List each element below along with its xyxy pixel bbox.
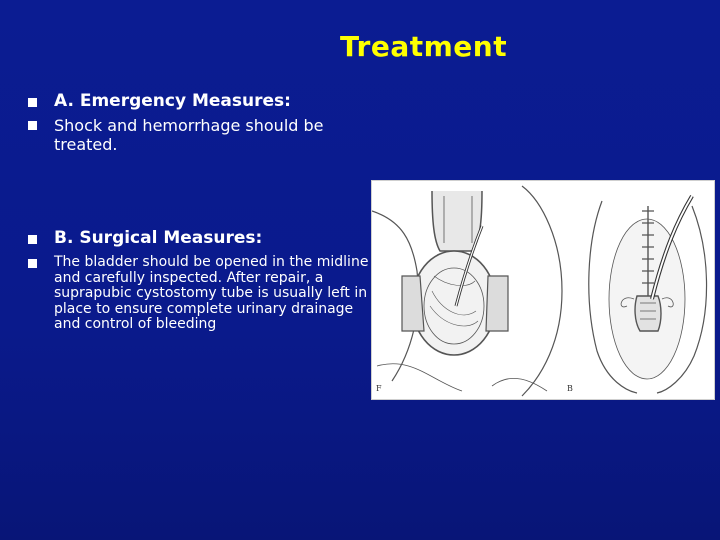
bullet-text: The bladder should be opened in the midline and carefully inspected. After repair, a suprapubic cystostomy tube is usually left in place to ensure complete urinary drainage and control of bleeding xyxy=(54,254,369,332)
panel-right-closed-incision xyxy=(589,196,707,393)
bullet-item-emergency-heading xyxy=(28,93,291,110)
square-bullet-icon xyxy=(28,121,37,130)
surgical-illustration-drawing xyxy=(372,181,714,399)
bullet-item-bladder xyxy=(28,255,374,333)
square-bullet-icon xyxy=(28,98,37,107)
panel-left-opened-bladder xyxy=(372,186,562,396)
square-bullet-icon xyxy=(28,259,37,268)
bullet-item-surgical-heading xyxy=(28,230,262,247)
figure-panel-label: F xyxy=(376,384,382,393)
bullet-item-shock xyxy=(28,116,354,154)
figure-panel-label: B xyxy=(567,384,573,393)
bullet-text: B. Surgical Measures: xyxy=(54,228,263,248)
square-bullet-icon xyxy=(28,235,37,244)
surgical-illustration xyxy=(371,180,715,400)
bullet-text: Shock and hemorrhage should be treated. xyxy=(54,116,324,154)
slide-title: Treatment xyxy=(340,30,508,63)
bullet-text: A. Emergency Measures: xyxy=(54,91,291,111)
